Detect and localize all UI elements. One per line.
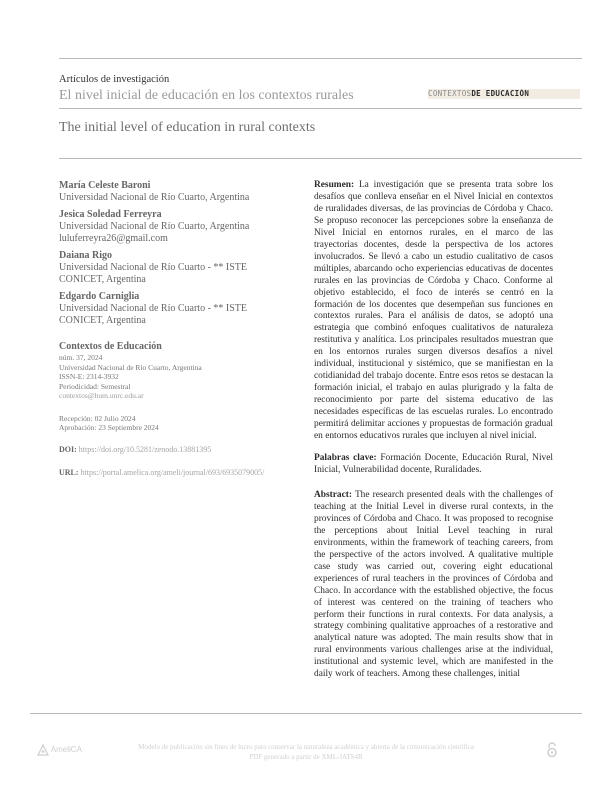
amelica-logo [37, 744, 82, 756]
url-link[interactable]: https://portal.amelica.org/ameli/journal/693/6935079005/ [80, 467, 265, 477]
received-date: Recepción: 02 Julio 2024 [59, 413, 136, 423]
approved-date: Aprobación: 23 Septiembre 2024 [59, 423, 159, 432]
doi-row [59, 445, 297, 455]
author [59, 209, 297, 245]
resumen-text: La investigación que se presenta trata sobre los desafíos que conlleva enseñar en el Nivel Inicial en contextos de ruralidades diversas, de las provincias de Córdoba y Chaco. Se propuso reconocer las percepciones sobre la enseñanza de Nivel Inicial en entornos rurales, en el marco de las trayectorias docentes, desde la perspectiva de los actores involucrados. Se llevó a cabo un estudio cualitativo de casos múltiples, abarcando ocho experiencias educativas de docentes rurales en las provincias de Córdoba y Chaco. Conforme al objetivo establecido, el foco de interés se centró en la formación de los docentes que desempeñan sus funciones en contextos rurales. Para el análisis de datos, se adoptó una estrategia que combinó enfoques cualitativos de naturaleza restitutiva y analítica. Los principales resultados muestran que en los entornos rurales surgen diversos desafíos a nivel individual, institucional y sistémico, que se manifiestan en la cotidianidad del trabajo docente. Entre esos retos se destacan la formación inicial, el trabajo en aulas plurigrado y la falta de reconocimiento por parte del sistema educativo de las necesidades específicas de las escuelas rurales. Lo encontrado permitirá delimitar acciones y propuestas de formación gradual en entornos educativos rurales que incluyen al nivel inicial. [314, 180, 554, 442]
keywords-block [314, 453, 553, 477]
resumen-label: Resumen: [314, 180, 355, 190]
author-name: María Celeste Baroni [59, 180, 151, 191]
author-affiliation-cont: CONICET, Argentina [59, 315, 146, 326]
keywords-text: Formación Docente, Educación Rural, Nivel Inicial, Vulnerabilidad docente, Ruralidades. [314, 453, 553, 475]
header-mid-rule [59, 108, 582, 109]
author-name: Edgardo Carniglia [59, 291, 140, 302]
url-row [59, 468, 297, 478]
author-affiliation-cont: CONICET, Argentina [59, 274, 146, 285]
amelica-logo-text: AmeliCA [50, 745, 82, 755]
open-access-icon [545, 742, 559, 762]
left-column [59, 180, 297, 478]
header-top-rule [59, 58, 582, 59]
journal-periodicity: Periodicidad: Semestral [59, 381, 131, 391]
section-label: Artículos de investigación [59, 74, 170, 85]
abstract-block [314, 490, 553, 681]
doi-link[interactable]: https://doi.org/10.5281/zenodo.13881395 [78, 444, 212, 454]
journal-number: núm. 37, 2024 [59, 353, 103, 362]
author-affiliation: Universidad Nacional de Río Cuarto - ** ISTE [59, 262, 248, 273]
author-affiliation: Universidad Nacional de Río Cuarto, Argentina [59, 221, 250, 232]
author-affiliation: Universidad Nacional de Río Cuarto, Argentina [59, 192, 250, 203]
dates [59, 414, 297, 433]
author-name: Jesica Soledad Ferreyra [59, 209, 162, 220]
url-label: URL: [59, 467, 79, 477]
keywords-label: Palabras clave: [314, 453, 377, 463]
abstract-label: Abstract: [314, 490, 353, 500]
resumen-block [314, 180, 553, 443]
author [59, 250, 297, 286]
footer-rule [30, 713, 582, 714]
journal-issn: ISSN-E: 2314-3932 [59, 372, 119, 381]
doi-label: DOI: [59, 444, 77, 454]
journal-university: Universidad Nacional de Río Cuarto, Argentina [59, 362, 202, 372]
author-affiliation: Universidad Nacional de Río Cuarto - ** ISTE [59, 303, 248, 314]
footer-line-2: PDF generado a partir de XML-JATS4R [249, 753, 363, 761]
header-bottom-rule [59, 158, 582, 159]
footer-text [100, 742, 512, 762]
journal-logo [428, 89, 580, 99]
journal-email-link[interactable]: contextos@hum.unrc.edu.ar [59, 391, 144, 400]
title-english: The initial level of education in rural contexts [59, 120, 316, 135]
footer-line-1: Modelo de publicación sin fines de lucro para conservar la naturaleza académica y abierta de la comunicación científica [138, 743, 474, 751]
title-spanish: El nivel inicial de educación en los contextos rurales [59, 88, 354, 103]
author [59, 180, 297, 204]
amelica-logo-icon [37, 744, 49, 756]
abstract-text: The research presented deals with the challenges of teaching at the Initial Level in diverse rural contexts, in the provinces of Córdoba and Chaco. It was proposed to recognise the perceptions about Initial Level teaching in rural environments, within the framework of teaching careers, from the perspective of the actors involved. A qualitative multiple case study was carried out, covering eight educational experiences of rural teachers in the provinces of Córdoba and Chaco. In accordance with the established objective, the focus of interest was centered on the training of teachers who perform their functions in rural contexts. For data analysis, a strategy combining qualitative approaches of a restorative and analytical nature was adopted. The main results show that in rural environments various challenges arise at the individual, institutional and systemic level, which are manifested in the daily work of teachers. Among these challenges, initial [314, 490, 553, 680]
author [59, 291, 297, 327]
journal-logo-part1: CONTEXTOS [428, 89, 472, 98]
author-name: Daiana Rigo [59, 250, 113, 261]
journal-name: Contextos de Educación [59, 341, 162, 352]
author-email-link[interactable]: luluferreyra26@gmail.com [59, 233, 168, 244]
journal-logo-part2: DE EDUCACIÓN [471, 89, 530, 98]
journal-info [59, 341, 297, 401]
